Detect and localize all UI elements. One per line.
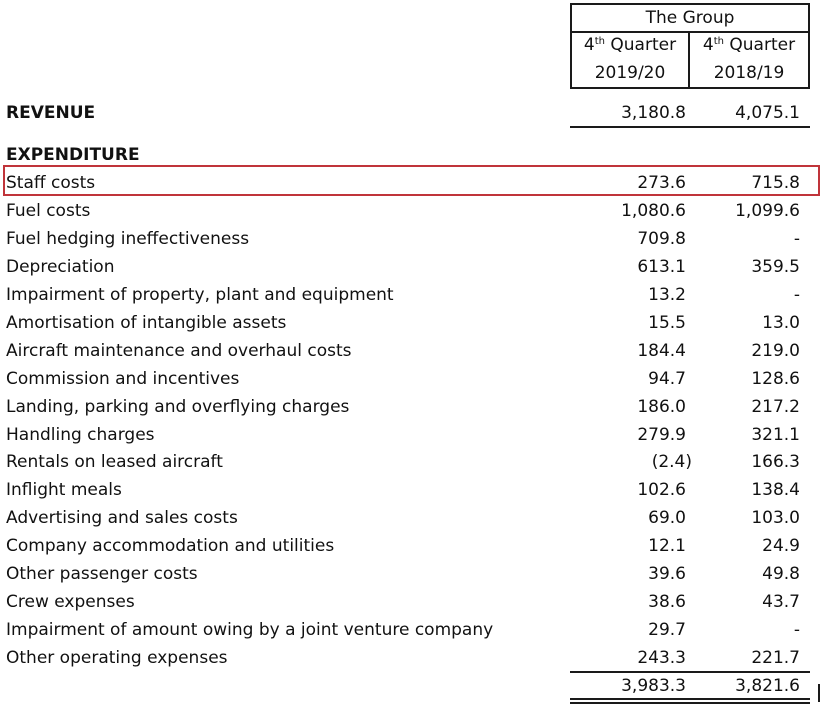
row-label: Crew expenses [6,592,135,612]
row-value-2018: 103.0 [751,508,800,528]
row-value-2018: - [793,620,800,640]
row-value-2019: (2.4) [651,452,692,472]
row-value-2019: 13.2 [648,285,686,305]
row-label: Fuel costs [6,201,91,221]
row-value-2018: 217.2 [751,397,800,417]
row-label: Rentals on leased aircraft [6,452,223,472]
row-value-2018: 359.5 [751,257,800,277]
col2-header-line2: 2018/19 [713,63,785,83]
revenue-value-2018: 4,075.1 [735,103,800,123]
row-label: Impairment of property, plant and equipment [6,285,394,305]
row-label: Advertising and sales costs [6,508,238,528]
row-value-2018: - [793,285,800,305]
row-value-2018: 221.7 [751,648,800,668]
row-value-2019: 243.3 [637,648,686,668]
row-label: Landing, parking and overflying charges [6,397,350,417]
row-value-2018: 219.0 [751,341,800,361]
row-value-2019: 184.4 [637,341,686,361]
row-value-2018: - [793,229,800,249]
col1-header-line1 [572,35,688,55]
row-value-2019: 15.5 [648,313,686,333]
row-value-2018: 715.8 [751,173,800,193]
row-label: Impairment of amount owing by a joint venture company [6,620,494,640]
row-value-2019: 279.9 [637,425,686,445]
col2-quarter: Quarter [724,35,796,55]
row-label: Other operating expenses [6,648,228,668]
row-label: Amortisation of intangible assets [6,313,287,333]
row-value-2018: 43.7 [762,592,800,612]
row-value-2018: 1,099.6 [735,201,800,221]
total-topline [570,671,810,673]
row-label: Depreciation [6,257,115,277]
row-label: Fuel hedging ineffectiveness [6,229,250,249]
group-title: The Group [645,8,735,28]
row-value-2019: 273.6 [637,173,686,193]
row-value-2019: 69.0 [648,508,686,528]
expenditure-title: EXPENDITURE [6,145,140,165]
cursor-mark [818,684,820,702]
col1-quarter: Quarter [605,35,677,55]
total-underline-1 [570,698,810,700]
col1-header-line2: 2019/20 [594,63,666,83]
row-label: Commission and incentives [6,369,240,389]
row-value-2018: 24.9 [762,536,800,556]
row-value-2019: 12.1 [648,536,686,556]
row-value-2019: 94.7 [648,369,686,389]
col2-num: 4 [702,35,714,55]
row-value-2019: 709.8 [637,229,686,249]
row-value-2018: 321.1 [751,425,800,445]
row-label: Handling charges [6,425,155,445]
col1-num: 4 [583,35,595,55]
row-value-2019: 1,080.6 [621,201,686,221]
row-value-2019: 39.6 [648,564,686,584]
row-value-2018: 166.3 [751,452,800,472]
row-label: Staff costs [6,173,96,193]
row-label: Inflight meals [6,480,122,500]
row-label: Other passenger costs [6,564,198,584]
col1-sup: th [594,36,605,47]
total-value-2018: 3,821.6 [735,676,800,696]
row-label: Aircraft maintenance and overhaul costs [6,341,352,361]
col2-header-line1 [690,35,808,55]
total-value-2019: 3,983.3 [621,676,686,696]
revenue-underline [570,126,810,128]
row-value-2019: 29.7 [648,620,686,640]
revenue-label: REVENUE [6,103,96,123]
row-value-2019: 102.6 [637,480,686,500]
revenue-value-2019: 3,180.8 [621,103,686,123]
row-value-2018: 49.8 [762,564,800,584]
row-label: Company accommodation and utilities [6,536,335,556]
row-value-2019: 38.6 [648,592,686,612]
row-value-2018: 13.0 [762,313,800,333]
row-value-2018: 138.4 [751,480,800,500]
col2-sup: th [713,36,724,47]
row-value-2019: 186.0 [637,397,686,417]
highlight-box [3,165,820,196]
row-value-2018: 128.6 [751,369,800,389]
row-value-2019: 613.1 [637,257,686,277]
